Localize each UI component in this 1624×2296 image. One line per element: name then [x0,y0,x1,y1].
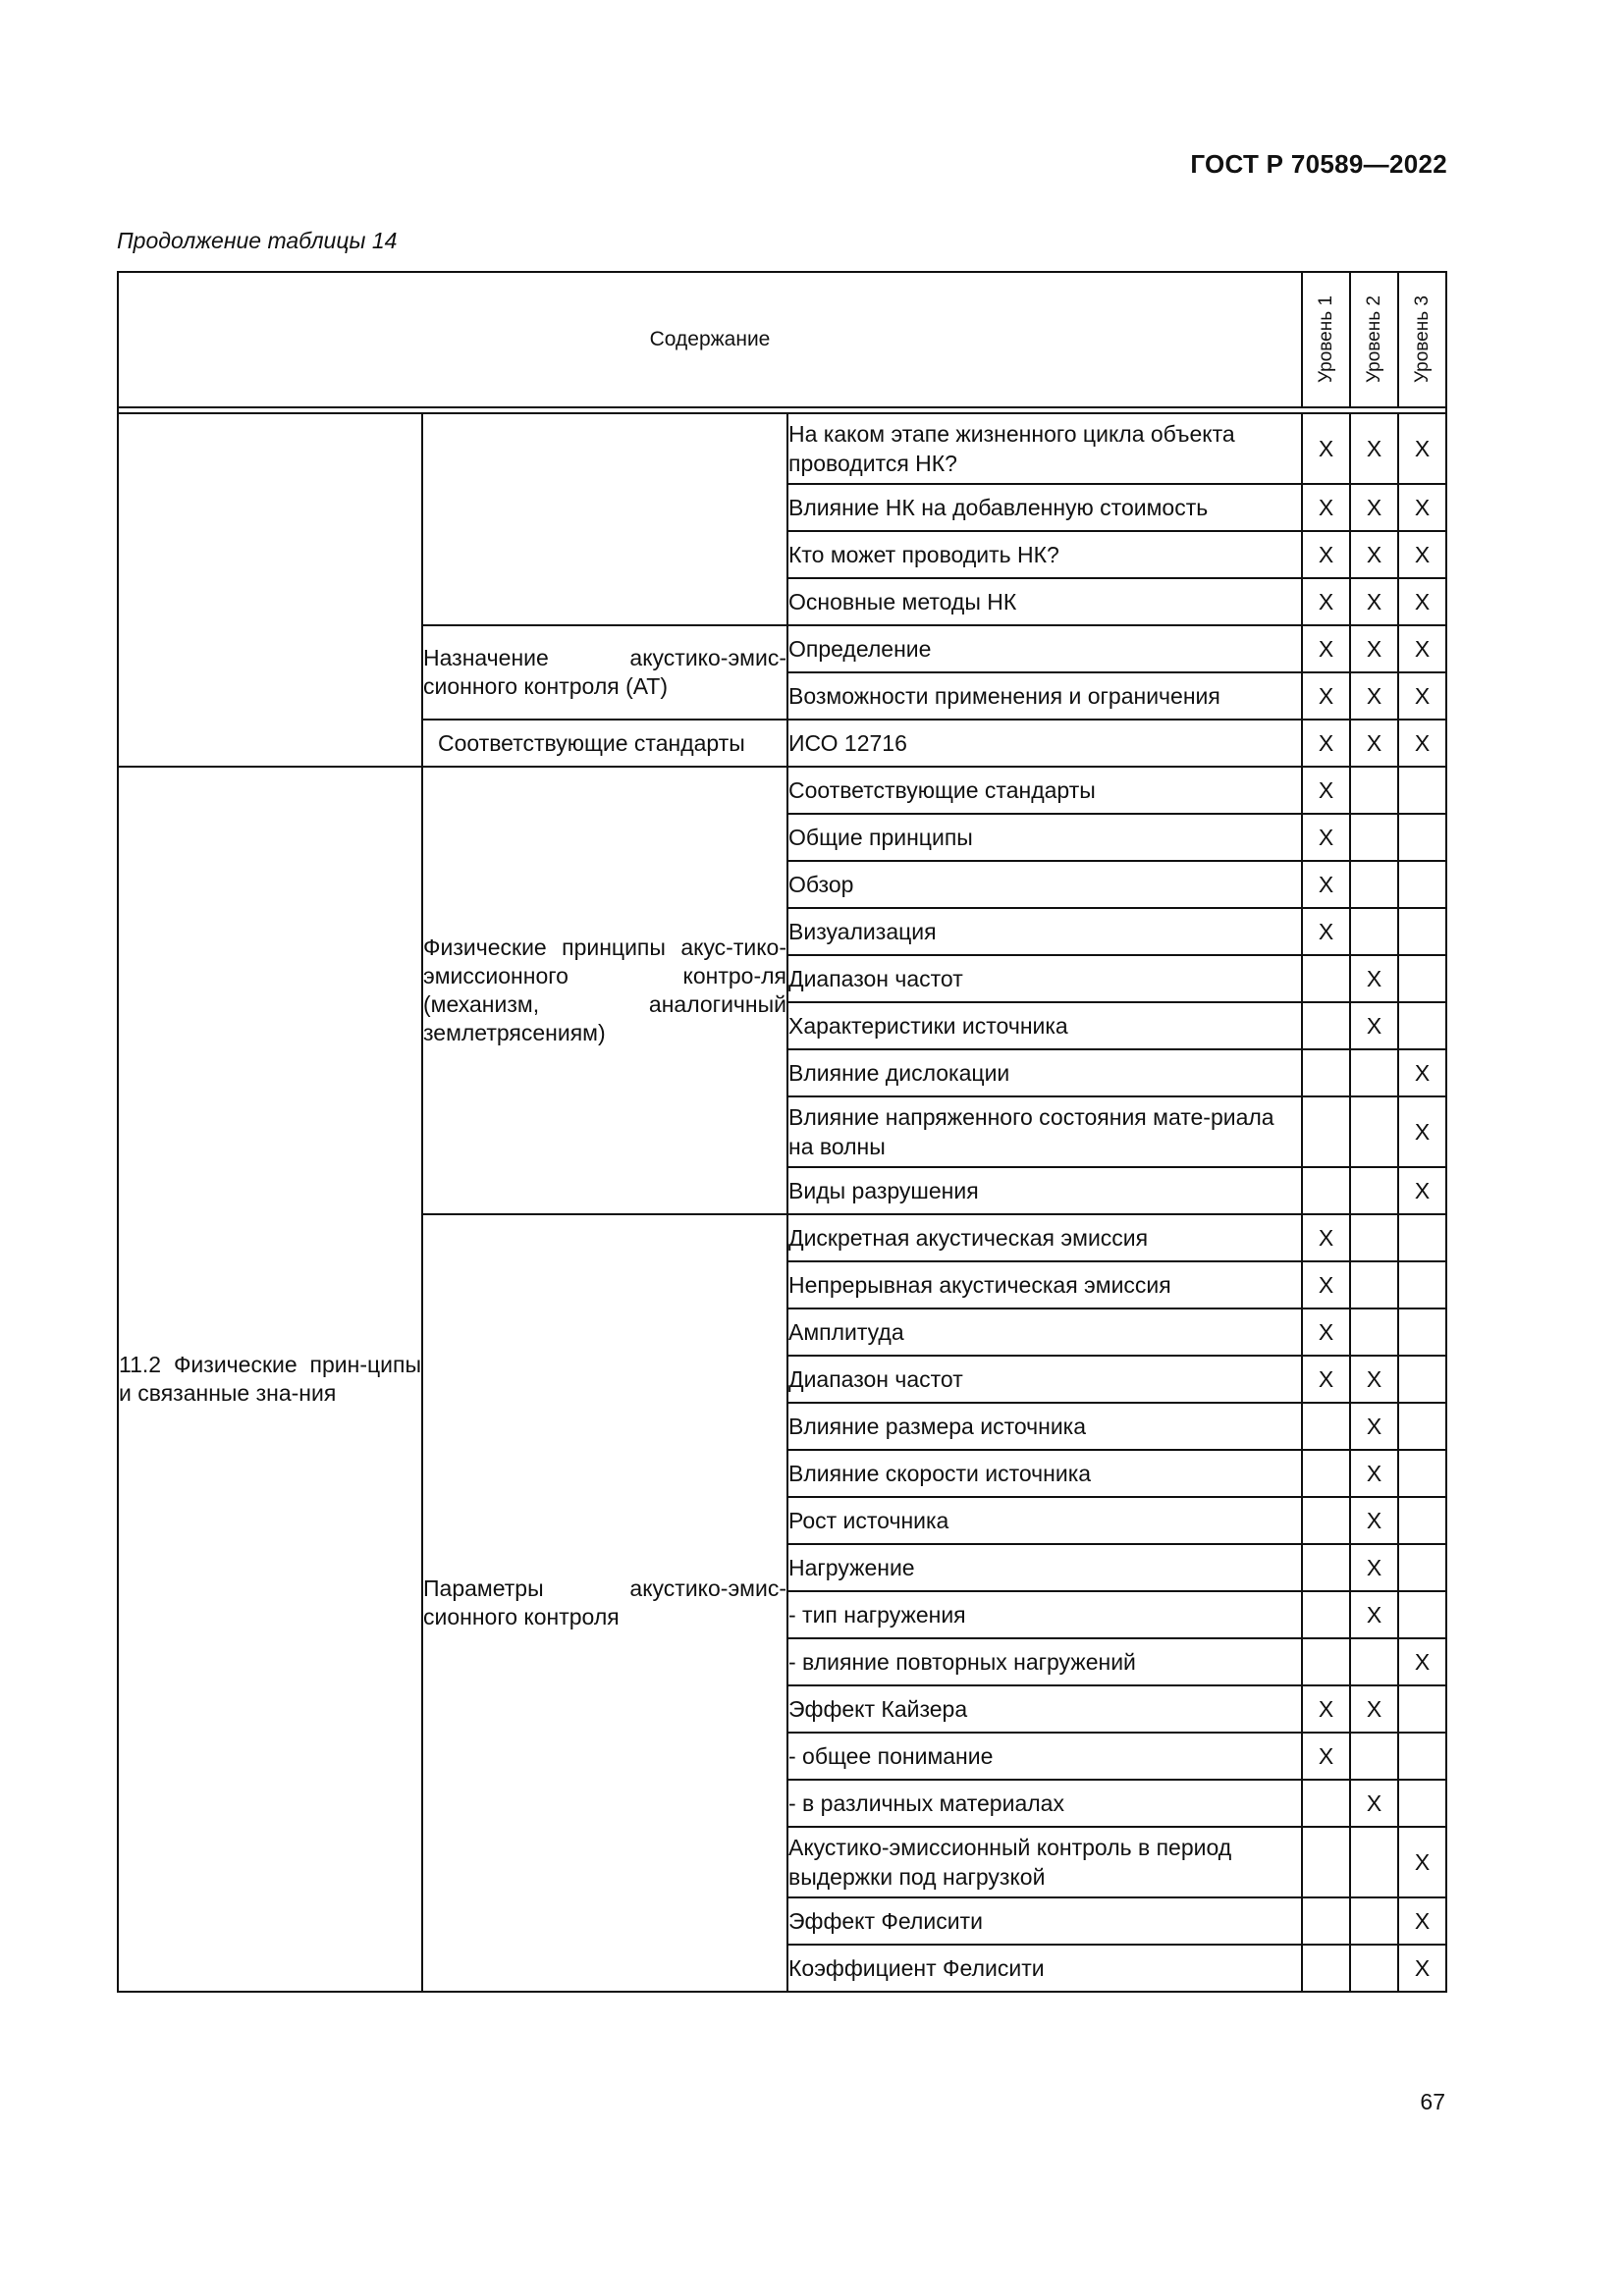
level-3-mark: X [1398,720,1446,767]
level-2-mark [1350,908,1398,955]
level-2-mark [1350,1945,1398,1992]
content-cell: Акустико-эмиссионный контроль в период выдержки под нагрузкой [787,1827,1302,1897]
content-cell: Определение [787,625,1302,672]
level-1-mark [1302,1591,1350,1638]
level-2-mark: X [1350,720,1398,767]
level-2-mark: X [1350,1450,1398,1497]
level-1-mark: X [1302,1733,1350,1780]
level-1-mark: X [1302,578,1350,625]
level-2-mark [1350,1049,1398,1096]
level-1-mark: X [1302,908,1350,955]
level-3-mark [1398,861,1446,908]
content-cell: Виды разрушения [787,1167,1302,1214]
level-1-mark [1302,1002,1350,1049]
level-3-mark [1398,1356,1446,1403]
content-cell: Влияние дислокации [787,1049,1302,1096]
level-3-mark: X [1398,1167,1446,1214]
level-2-mark [1350,1897,1398,1945]
content-cell: Общие принципы [787,814,1302,861]
level-3-mark [1398,814,1446,861]
level-3-mark: X [1398,1096,1446,1167]
content-cell: Основные методы НК [787,578,1302,625]
level-1-mark: X [1302,531,1350,578]
content-cell: Влияние размера источника [787,1403,1302,1450]
table-caption: Продолжение таблицы 14 [117,228,398,253]
level-1-mark [1302,955,1350,1002]
document-code: ГОСТ Р 70589—2022 [1190,149,1447,179]
level-1-mark: X [1302,413,1350,484]
level-3-mark [1398,1261,1446,1308]
level-1-mark [1302,1049,1350,1096]
level-2-mark: X [1350,955,1398,1002]
level-1-mark: X [1302,1214,1350,1261]
level-3-mark: X [1398,531,1446,578]
header-level-2: Уровень 2 [1350,272,1398,407]
level-1-mark [1302,1638,1350,1685]
level-1-mark: X [1302,814,1350,861]
level-3-mark [1398,1308,1446,1356]
content-cell: Рост источника [787,1497,1302,1544]
level-2-mark: X [1350,672,1398,720]
content-cell: Нагружение [787,1544,1302,1591]
level-2-mark: X [1350,484,1398,531]
level-3-mark: X [1398,1827,1446,1897]
content-cell: Возможности применения и ограничения [787,672,1302,720]
level-3-mark: X [1398,1897,1446,1945]
level-2-mark: X [1350,1685,1398,1733]
level-3-mark: X [1398,1049,1446,1096]
group-a-empty [118,413,422,767]
level-3-mark [1398,1002,1446,1049]
level-3-mark: X [1398,484,1446,531]
level-3-mark: X [1398,1638,1446,1685]
level-2-mark: X [1350,1780,1398,1827]
level-2-mark: X [1350,578,1398,625]
content-cell: - в различных материалах [787,1780,1302,1827]
level-3-mark [1398,955,1446,1002]
content-cell: - тип нагружения [787,1591,1302,1638]
content-cell: Влияние напряженного состояния мате-риала на волны [787,1096,1302,1167]
table-row [118,413,1446,484]
level-2-mark: X [1350,413,1398,484]
content-cell: Кто может проводить НК? [787,531,1302,578]
level-3-mark [1398,1497,1446,1544]
content-cell: Эффект Фелисити [787,1897,1302,1945]
level-1-mark [1302,1780,1350,1827]
content-cell: Эффект Кайзера [787,1685,1302,1733]
level-2-mark [1350,1638,1398,1685]
level-1-mark [1302,1945,1350,1992]
level-3-mark: X [1398,1945,1446,1992]
level-3-mark: X [1398,413,1446,484]
content-cell: - влияние повторных нагружений [787,1638,1302,1685]
level-2-mark [1350,1733,1398,1780]
level-1-mark: X [1302,484,1350,531]
level-2-mark: X [1350,1002,1398,1049]
level-1-mark [1302,1497,1350,1544]
level-3-mark [1398,1685,1446,1733]
header-level-3: Уровень 3 [1398,272,1446,407]
level-2-mark: X [1350,1356,1398,1403]
level-1-mark: X [1302,672,1350,720]
level-1-mark: X [1302,1308,1350,1356]
level-2-mark [1350,767,1398,814]
level-3-mark: X [1398,672,1446,720]
level-2-mark [1350,1827,1398,1897]
level-2-mark [1350,1308,1398,1356]
content-cell: Коэффициент Фелисити [787,1945,1302,1992]
level-3-mark [1398,908,1446,955]
content-cell: Обзор [787,861,1302,908]
level-3-mark [1398,767,1446,814]
level-2-mark: X [1350,1403,1398,1450]
level-3-mark [1398,1403,1446,1450]
group-b-standards: Соответствующие стандарты [422,720,787,767]
content-cell: Соответствующие стандарты [787,767,1302,814]
group-b-physical-principles: Физические принципы акус-тико-эмиссионного контро-ля (механизм, аналогичный землетрясениям) [422,767,787,1214]
level-1-mark: X [1302,720,1350,767]
content-cell: Диапазон частот [787,1356,1302,1403]
table-header-row [118,272,1446,407]
level-3-mark [1398,1214,1446,1261]
level-1-mark [1302,1544,1350,1591]
level-1-mark: X [1302,767,1350,814]
level-3-mark [1398,1780,1446,1827]
requirements-table [117,271,1447,1993]
header-level-1: Уровень 1 [1302,272,1350,407]
level-2-mark: X [1350,531,1398,578]
level-1-mark: X [1302,1261,1350,1308]
content-cell: Дискретная акустическая эмиссия [787,1214,1302,1261]
level-2-mark: X [1350,1497,1398,1544]
content-cell: Влияние скорости источника [787,1450,1302,1497]
level-3-mark: X [1398,578,1446,625]
level-2-mark [1350,1096,1398,1167]
level-1-mark [1302,1167,1350,1214]
level-1-mark [1302,1827,1350,1897]
level-1-mark: X [1302,1356,1350,1403]
content-cell: Амплитуда [787,1308,1302,1356]
content-cell: Влияние НК на добавленную стоимость [787,484,1302,531]
table-row [118,767,1446,814]
level-3-mark [1398,1733,1446,1780]
level-2-mark: X [1350,1591,1398,1638]
level-2-mark: X [1350,1544,1398,1591]
content-cell: Диапазон частот [787,955,1302,1002]
page-number: 67 [1420,2089,1445,2114]
group-b-parameters: Параметры акустико-эмис-сионного контроля [422,1214,787,1992]
group-a-11-2: 11.2 Физические прин-ципы и связанные зна-ния [118,767,422,1992]
level-1-mark [1302,1450,1350,1497]
level-1-mark [1302,1897,1350,1945]
content-cell: Характеристики источника [787,1002,1302,1049]
content-cell: Визуализация [787,908,1302,955]
level-1-mark [1302,1403,1350,1450]
level-1-mark: X [1302,625,1350,672]
level-2-mark [1350,1167,1398,1214]
level-3-mark [1398,1450,1446,1497]
level-2-mark [1350,1261,1398,1308]
level-2-mark [1350,861,1398,908]
level-3-mark [1398,1591,1446,1638]
level-1-mark [1302,1096,1350,1167]
group-b-empty [422,413,787,625]
level-3-mark [1398,1544,1446,1591]
content-cell: - общее понимание [787,1733,1302,1780]
content-cell: На каком этапе жизненного цикла объекта проводится НК? [787,413,1302,484]
level-2-mark [1350,814,1398,861]
level-2-mark [1350,1214,1398,1261]
content-cell: ИСО 12716 [787,720,1302,767]
level-2-mark: X [1350,625,1398,672]
level-3-mark: X [1398,625,1446,672]
group-b-purpose: Назначение акустико-эмис-сионного контроля (АТ) [422,625,787,720]
content-cell: Непрерывная акустическая эмиссия [787,1261,1302,1308]
level-1-mark: X [1302,861,1350,908]
header-content: Содержание [118,272,1302,407]
level-1-mark: X [1302,1685,1350,1733]
